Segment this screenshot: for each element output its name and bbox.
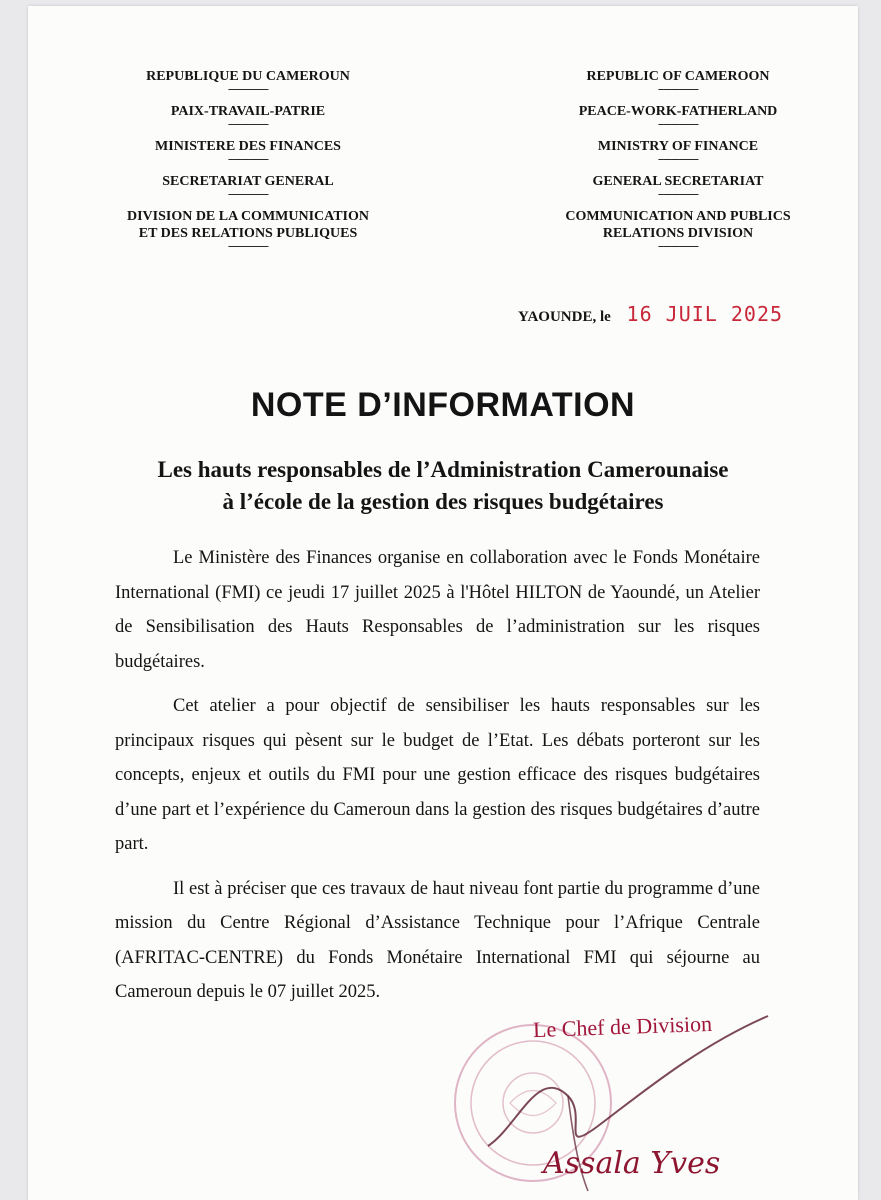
header-separator: --------------- (658, 83, 698, 95)
paragraph-2: Cet atelier a pour objectif de sensibiliser les hauts responsables sur les principaux risques qui pèsent sur le budget de l’Etat. Les débats porteront sur les concepts, enjeux et outils du FMI pour une gestion efficace des risques budgétaires d’une part et l’expérience du Cameroun dans la gestion des risques budgétaires d’autre part. (115, 696, 760, 854)
dateline-place: YAOUNDE, le (518, 309, 611, 325)
header-fr-division-1: DIVISION DE LA COMMUNICATION (126, 209, 370, 224)
header-fr-secretariat: SECRETARIAT GENERAL (162, 174, 334, 189)
document-title: NOTE D’INFORMATION (250, 386, 636, 424)
header-separator: --------------- (658, 188, 698, 200)
header-separator: --------------- (228, 118, 268, 130)
header-en-division-2: RELATIONS DIVISION (602, 226, 754, 241)
header-english (528, 68, 828, 260)
header-separator: --------------- (658, 240, 698, 252)
header-separator: --------------- (658, 153, 698, 165)
header-en-republic: REPUBLIC OF CAMEROON (586, 69, 770, 84)
document-page (28, 6, 858, 1200)
header-separator: --------------- (228, 153, 268, 165)
signatory-name: Assala Yves (543, 1146, 721, 1181)
header-en-ministry: MINISTRY OF FINANCE (597, 139, 759, 154)
date-stamp: 16 JUIL 2025 (626, 302, 784, 326)
header-separator: --------------- (658, 118, 698, 130)
paragraph-1: Le Ministère des Finances organise en collaboration avec le Fonds Monétaire International (FMI) ce jeudi 17 juillet 2025 à l'Hôtel HILTON de Yaoundé, un Atelier de Sensibilisation des Hauts Responsables de l’administration sur les risques budgétaires. (115, 548, 760, 672)
header-fr-ministry: MINISTERE DES FINANCES (155, 139, 341, 154)
header-separator: --------------- (228, 240, 268, 252)
subtitle-line-1: Les hauts responsables de l’Administration Camerounaise (157, 457, 729, 482)
document-subtitle (28, 454, 858, 518)
paragraph-3: Il est à préciser que ces travaux de haut niveau font partie du programme d’une mission du Centre Régional d’Assistance Technique pour l’Afrique Centrale (AFRITAC-CENTRE) du Fonds Monétaire International FMI qui séjourne au Cameroun depuis le 07 juillet 2025. (115, 878, 760, 1002)
header-fr-division-2: ET DES RELATIONS PUBLIQUES (138, 226, 358, 241)
header-en-motto: PEACE-WORK-FATHERLAND (578, 104, 778, 119)
header-en-secretariat: GENERAL SECRETARIAT (592, 174, 764, 189)
header-separator: --------------- (228, 83, 268, 95)
header-separator: --------------- (228, 188, 268, 200)
subtitle-line-2: à l’école de la gestion des risques budgétaires (222, 489, 664, 514)
document-body (115, 541, 760, 1020)
header-french (108, 68, 388, 260)
header-en-division-1: COMMUNICATION AND PUBLICS (565, 209, 791, 224)
signatory-role: Le Chef de Division (532, 1010, 713, 1043)
header-fr-republic: REPUBLIQUE DU CAMEROUN (146, 69, 350, 84)
header-fr-motto: PAIX-TRAVAIL-PATRIE (170, 104, 326, 119)
dateline (518, 302, 818, 326)
